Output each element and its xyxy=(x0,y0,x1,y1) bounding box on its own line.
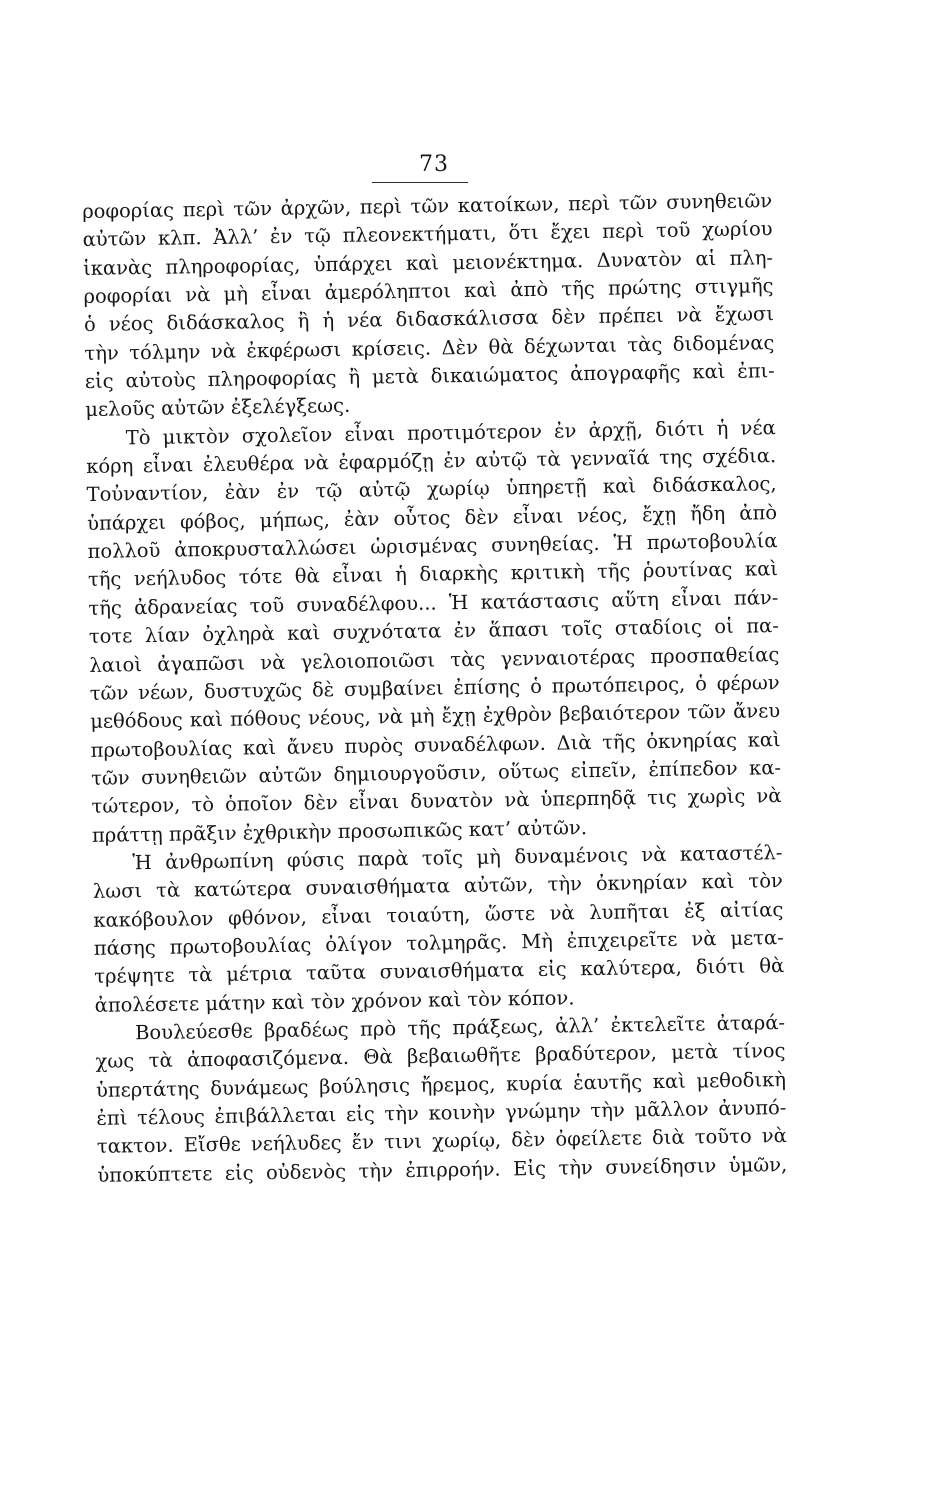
text-line: Τοὐναντίον, ἐὰν ἐν τῷ αὐτῷ χωρίῳ ὑπηρετῇ καὶ διδάσκαλος, xyxy=(86,472,777,507)
text-line: λαιοὶ ἀγαπῶσι νὰ γελοιοποιῶσι τὰς γενναιοτέρας προσπαθείας xyxy=(89,642,780,677)
text-line: τῶν συνηθειῶν αὐτῶν δημιουργοῦσιν, οὕτως εἰπεῖν, ἐπίπεδον κα- xyxy=(90,755,782,790)
text-line: ὑπερτάτης δυνάμεως βούλησις ἤρεμος, κυρία ἑαυτῆς καὶ μεθοδικὴ xyxy=(95,1067,787,1102)
text-line: Τὸ μικτὸν σχολεῖον εἶναι προτιμότερον ἐν ἀρχῇ, διότι ἡ νέα xyxy=(125,415,776,450)
text-line: λωσι τὰ κατώτερα συναισθήματα αὐτῶν, τὴν ὀκνηρίαν καὶ τὸν xyxy=(92,869,783,904)
text-line: χως τὰ ἀποφασιζόμενα. Θὰ βεβαιωθῆτε βραδύτερον, μετὰ τίνος xyxy=(95,1039,786,1074)
text-line: Βουλεύεσθε βραδέως πρὸ τῆς πράξεως, ἀλλ’ ἐκτελεῖτε ἀταρά- xyxy=(134,1011,786,1045)
text-line: ὑποκύπτετε εἰς οὐδενὸς τὴν ἐπιρροήν. Εἰς τὴν συνείδησιν ὑμῶν, xyxy=(97,1152,788,1187)
text-line: ὁ νέος διδάσκαλος ἢ ἡ νέα διδασκάλισσα δὲν πρέπει νὰ ἔχωσι xyxy=(83,302,775,337)
header-rule xyxy=(372,182,468,183)
text-line: ἐπὶ τέλους ἐπιβάλλεται εἰς τὴν κοινὴν γνώμην τὴν μᾶλλον ἀνυπό- xyxy=(96,1096,787,1130)
text-line: ἱκανὰς πληροφορίας, ὑπάρχει καὶ μειονέκτημα. Δυνατὸν αἱ πλη- xyxy=(82,245,774,280)
text-line: πράττῃ πρᾶξιν ἐχθρικὴν προσωπικῶς κατ’ αὐτῶν. xyxy=(91,815,588,847)
text-line: μεθόδους καὶ πόθους νέους, νὰ μὴ ἔχῃ ἐχθρὸν βεβαιότερον τῶν ἄνευ xyxy=(90,699,781,734)
text-line: εἰς αὐτοὺς πληροφορίας ἢ μετὰ δικαιώματος ἀπογραφῆς καὶ ἐπι- xyxy=(84,359,775,394)
text-line: τὴν τόλμην νὰ ἐκφέρωσι κρίσεις. Δὲν θὰ δέχωνται τὰς διδομένας xyxy=(84,330,775,365)
text-line: ροφορίας περὶ τῶν ἀρχῶν, περὶ τῶν κατοίκων, περὶ τῶν συνηθειῶν xyxy=(82,189,773,223)
text-line: τώτερον, τὸ ὁποῖον δὲν εἶναι δυνατὸν νὰ ὑπερπηδᾷ τις χωρὶς νὰ xyxy=(91,784,782,819)
text-line: τῆς νεήλυδος τότε θὰ εἶναι ἡ διαρκὴς κριτικὴ τῆς ῥουτίνας καὶ xyxy=(87,557,779,592)
text-line: μελοῦς αὐτῶν ἐξελέγξεως. xyxy=(85,394,351,422)
text-line: ὑπάρχει φόβος, μήπως, ἐὰν οὗτος δὲν εἶναι νέος, ἔχῃ ἤδη ἀπὸ xyxy=(86,500,778,535)
text-line: πρωτοβουλίας καὶ ἄνευ πυρὸς συναδέλφων. Διὰ τῆς ὀκνηρίας καὶ xyxy=(90,727,781,762)
text-line: αὐτῶν κλπ. Ἀλλ’ ἐν τῷ πλεονεκτήματι, ὅτι ἔχει περὶ τοῦ χωρίου xyxy=(82,217,773,252)
text-line: τοτε λίαν ὀχληρὰ καὶ συχνότατα ἐν ἅπασι τοῖς σταδίοις οἱ πα- xyxy=(88,614,779,649)
text-line: πάσης πρωτοβουλίας ὀλίγον τολμηρᾶς. Μὴ ἐπιχειρεῖτε νὰ μετα- xyxy=(93,926,784,960)
page-number: 73 xyxy=(419,152,449,177)
body-text xyxy=(82,187,787,1190)
text-line: Ἡ ἀνθρωπίνη φύσις παρὰ τοῖς μὴ δυναμένοις νὰ καταστέλ- xyxy=(132,840,783,875)
text-line: τῆς ἀδρανείας τοῦ συναδέλφου... Ἡ κατάστασις αὕτη εἶναι πάν- xyxy=(88,585,779,620)
text-line: ροφορίαι νὰ μὴ εἶναι ἀμερόληπτοι καὶ ἀπὸ τῆς πρώτης στιγμῆς xyxy=(83,274,774,309)
text-line: κακόβουλον φθόνον, εἶναι τοιαύτη, ὥστε νὰ λυπῆται ἐξ αἰτίας xyxy=(93,897,784,932)
text-line: τακτον. Εἴσθε νεήλυδες ἔν τινι χωρίῳ, δὲν ὀφείλετε διὰ τοῦτο νὰ xyxy=(96,1124,787,1159)
text-line: ἀπολέσετε μάτην καὶ τὸν χρόνον καὶ τὸν κόπον. xyxy=(94,985,575,1017)
text-line: κόρη εἶναι ἐλευθέρα νὰ ἐφαρμόζῃ ἐν αὐτῷ τὰ γενναῖά της σχέδια. xyxy=(86,444,777,479)
text-line: πολλοῦ ἀποκρυσταλλώσει ὡρισμένας συνηθείας. Ἡ πρωτοβουλία xyxy=(87,529,778,564)
text-line: τρέψητε τὰ μέτρια ταῦτα συναισθήματα εἰς καλύτερα, διότι θὰ xyxy=(94,954,785,989)
text-line: τῶν νέων, δυστυχῶς δὲ συμβαίνει ἐπίσης ὁ πρωτόπειρος, ὁ φέρων xyxy=(89,670,780,705)
